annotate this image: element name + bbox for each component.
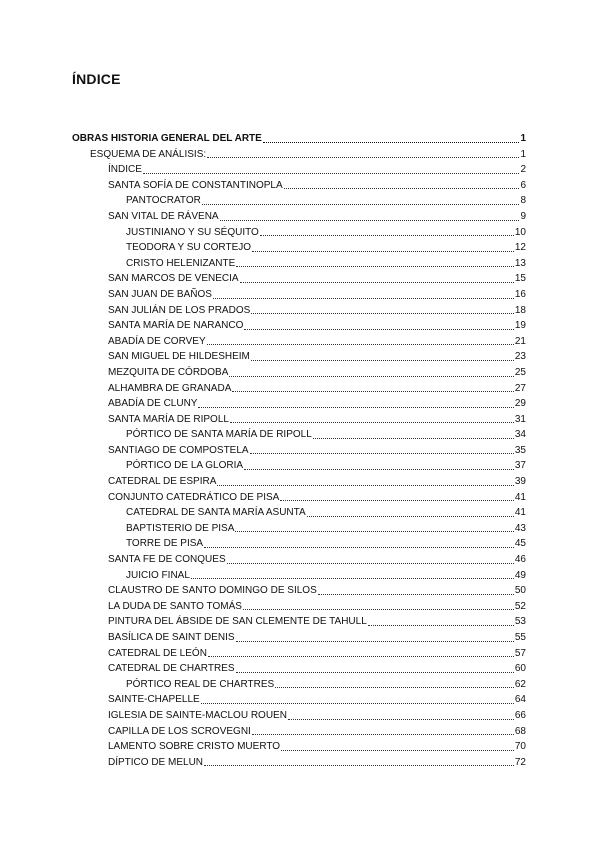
toc-entry-label: SAN MIGUEL DE HILDESHEIM [108,351,250,363]
toc-entry-page-number: 19 [514,320,526,332]
toc-entry-page-number: 49 [514,569,526,581]
toc-dot-leader [191,578,514,579]
toc-entry-page-number: 6 [520,179,526,191]
toc-entry[interactable] [72,427,526,443]
toc-dot-leader [244,329,513,330]
toc-entry-label: ABADÍA DE CORVEY [108,335,206,347]
toc-entry-page-number: 25 [514,366,526,378]
toc-dot-leader [243,609,514,610]
toc-entry-label: PÓRTICO DE SANTA MARÍA DE RIPOLL [126,429,312,441]
toc-entry-page-number: 1 [520,133,526,144]
toc-entry-page-number: 52 [514,600,526,612]
toc-entry-label: SAN MARCOS DE VENECIA [108,273,239,285]
toc-entry-page-number: 70 [514,741,526,753]
toc-dot-leader [207,157,519,158]
toc-entry[interactable] [72,490,526,506]
toc-entry-label: ABADÍA DE CLUNY [108,398,198,410]
toc-entry-label: DÍPTICO DE MELUN [108,756,204,768]
toc-entry-page-number: 31 [514,413,526,425]
toc-entry-label: TORRE DE PISA [126,538,204,550]
toc-entry-page-number: 2 [520,164,526,176]
toc-dot-leader [288,719,514,720]
toc-entry-page-number: 66 [514,709,526,721]
toc-dot-leader [236,266,514,267]
toc-entry-page-number: 29 [514,398,526,410]
toc-entry[interactable] [72,599,526,615]
toc-entry-page-number: 41 [514,507,526,519]
toc-dot-leader [213,298,514,299]
toc-entry-label: CATEDRAL DE LEÓN [108,647,207,659]
toc-entry-label: SANTIAGO DE COMPOSTELA [108,444,249,456]
toc-dot-leader [207,344,514,345]
toc-entry[interactable] [72,755,526,771]
toc-entry-label: CATEDRAL DE CHARTRES [108,663,235,675]
toc-entry[interactable] [72,474,526,490]
toc-entry-page-number: 37 [514,460,526,472]
toc-entry[interactable] [72,614,526,630]
toc-entry-label: CATEDRAL DE ESPIRA [108,476,217,488]
toc-entry-label: PÓRTICO REAL DE CHARTRES [126,678,275,690]
toc-entry-label: CLAUSTRO DE SANTO DOMINGO DE SILOS [108,585,317,597]
toc-dot-leader [143,173,520,174]
toc-dot-leader [252,251,514,252]
toc-entry[interactable] [72,724,526,740]
toc-entry[interactable] [72,677,526,693]
toc-entry[interactable] [72,334,526,350]
toc-dot-leader [217,485,514,486]
toc-dot-leader [368,625,514,626]
toc-entry-label: CONJUNTO CATEDRÁTICO DE PISA [108,491,280,503]
toc-entry[interactable] [72,287,526,303]
toc-entry-label: SANTA MARÍA DE NARANCO [108,320,244,332]
toc-entry-label: SANTA FE DE CONQUES [108,554,226,566]
toc-entry[interactable] [72,147,526,163]
toc-entry-page-number: 45 [514,538,526,550]
toc-entry-label: SAINTE-CHAPELLE [108,694,200,706]
toc-entry-page-number: 64 [514,694,526,706]
toc-entry[interactable] [72,162,526,178]
toc-entry[interactable] [72,225,526,241]
toc-dot-leader [313,438,514,439]
toc-dot-leader [250,453,514,454]
toc-entry[interactable] [72,536,526,552]
toc-entry-page-number: 27 [514,382,526,394]
toc-entry-page-number: 57 [514,647,526,659]
page-title: ÍNDICE [72,71,121,87]
toc-entry-label: CRISTO HELENIZANTE [126,257,236,269]
toc-entry[interactable] [72,396,526,412]
toc-dot-leader [232,391,514,392]
toc-entry-page-number: 43 [514,522,526,534]
toc-entry[interactable] [72,646,526,662]
toc-dot-leader [281,750,514,751]
toc-dot-leader [236,641,514,642]
toc-entry[interactable] [72,568,526,584]
toc-entry[interactable] [72,178,526,194]
toc-dot-leader [251,313,514,314]
toc-entry[interactable] [72,131,526,147]
toc-entry[interactable] [72,458,526,474]
toc-dot-leader [229,376,513,377]
toc-dot-leader [240,282,514,283]
toc-entry[interactable] [72,381,526,397]
toc-dot-leader [263,142,520,143]
toc-entry[interactable] [72,630,526,646]
toc-entry[interactable] [72,412,526,428]
toc-dot-leader [220,220,520,221]
toc-dot-leader [208,656,514,657]
toc-entry[interactable] [72,271,526,287]
toc-entry-label: IGLESIA DE SAINTE-MACLOU ROUEN [108,709,287,721]
toc-entry-page-number: 50 [514,585,526,597]
toc-entry-page-number: 1 [520,148,526,160]
toc-entry-page-number: 39 [514,476,526,488]
toc-entry-label: MEZQUITA DE CÓRDOBA [108,366,229,378]
toc-entry-label: CATEDRAL DE SANTA MARÍA ASUNTA [126,507,306,519]
toc-entry-page-number: 55 [514,632,526,643]
toc-entry-label: TEODORA Y SU CORTEJO [126,242,252,254]
toc-entry-label: SAN JUAN DE BAÑOS [108,288,212,300]
toc-dot-leader [307,516,514,517]
toc-dot-leader [251,360,514,361]
toc-entry-label: PÓRTICO DE LA GLORIA [126,460,244,472]
toc-entry[interactable] [72,365,526,381]
toc-dot-leader [235,531,514,532]
toc-dot-leader [227,563,514,564]
toc-entry-page-number: 68 [514,725,526,737]
table-of-contents [72,131,526,770]
toc-entry-label: OBRAS HISTORIA GENERAL DEL ARTE [72,133,262,144]
toc-dot-leader [252,734,514,735]
toc-entry-page-number: 34 [514,429,526,441]
toc-dot-leader [244,469,514,470]
toc-dot-leader [202,204,520,205]
toc-entry-label: ESQUEMA DE ANÁLISIS: [90,148,207,160]
toc-entry-page-number: 13 [514,257,526,269]
toc-dot-leader [204,765,514,766]
toc-entry-page-number: 16 [514,288,526,300]
toc-dot-leader [275,687,514,688]
toc-entry[interactable] [72,552,526,568]
toc-entry-label: JUICIO FINAL [126,569,190,581]
toc-entry[interactable] [72,739,526,755]
toc-entry[interactable] [72,193,526,209]
toc-entry[interactable] [72,318,526,334]
toc-entry-page-number: 10 [514,226,526,238]
toc-entry-label: ÍNDICE [108,164,142,176]
toc-entry[interactable] [72,583,526,599]
toc-dot-leader [284,188,520,189]
toc-entry-page-number: 23 [514,351,526,363]
toc-entry[interactable] [72,692,526,708]
toc-entry[interactable] [72,256,526,272]
toc-entry-page-number: 35 [514,444,526,456]
toc-entry-page-number: 53 [514,616,526,628]
toc-entry-label: PINTURA DEL ÁBSIDE DE SAN CLEMENTE DE TAHULL [108,616,367,628]
toc-entry[interactable] [72,240,526,256]
toc-entry-page-number: 21 [514,335,526,347]
toc-entry-label: SAN JULIÁN DE LOS PRADOS [108,304,251,316]
toc-dot-leader [280,500,514,501]
toc-entry-label: ALHAMBRA DE GRANADA [108,382,232,394]
toc-entry[interactable] [72,303,526,319]
toc-entry[interactable] [72,708,526,724]
toc-entry-page-number: 8 [520,195,526,207]
toc-dot-leader [198,407,513,408]
toc-dot-leader [260,235,514,236]
toc-entry[interactable] [72,349,526,365]
toc-entry-label: BASÍLICA DE SAINT DENIS [108,632,235,643]
toc-dot-leader [201,703,514,704]
toc-entry-label: SANTA MARÍA DE RIPOLL [108,413,229,425]
toc-entry-label: SANTA SOFÍA DE CONSTANTINOPLA [108,179,283,191]
toc-dot-leader [236,672,514,673]
toc-entry[interactable] [72,443,526,459]
toc-entry-label: LA DUDA DE SANTO TOMÁS [108,600,242,612]
toc-entry-page-number: 62 [514,678,526,690]
toc-dot-leader [204,547,514,548]
toc-entry-page-number: 46 [514,554,526,566]
toc-entry[interactable] [72,209,526,225]
toc-entry-page-number: 18 [514,304,526,316]
toc-entry-label: CAPILLA DE LOS SCROVEGNI [108,725,251,737]
toc-entry-label: LAMENTO SOBRE CRISTO MUERTO [108,741,281,753]
toc-entry-page-number: 15 [514,273,526,285]
toc-entry-label: PANTOCRATOR [126,195,201,207]
toc-dot-leader [230,422,514,423]
toc-entry-page-number: 72 [514,756,526,768]
toc-entry-page-number: 9 [520,210,526,222]
toc-entry-page-number: 60 [514,663,526,675]
toc-entry-label: SAN VITAL DE RÁVENA [108,210,219,222]
toc-dot-leader [318,594,514,595]
toc-entry[interactable] [72,661,526,677]
toc-entry-label: BAPTISTERIO DE PISA [126,522,235,534]
toc-entry-page-number: 41 [514,491,526,503]
toc-entry[interactable] [72,521,526,537]
toc-entry-page-number: 12 [514,242,526,254]
toc-entry[interactable] [72,505,526,521]
toc-entry-label: JUSTINIANO Y SU SÉQUITO [126,226,259,238]
